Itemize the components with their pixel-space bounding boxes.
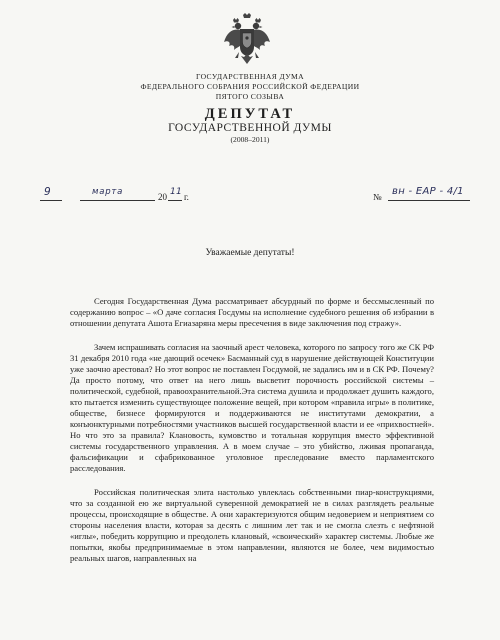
- coat-of-arms-emblem-icon: [223, 12, 271, 68]
- date-day-underline: [40, 200, 62, 201]
- date-month: марта: [92, 187, 124, 197]
- date-year-prefix: 20: [158, 192, 167, 202]
- letter-body: [70, 296, 434, 564]
- letterhead: [0, 72, 500, 145]
- date-year-underline: [168, 200, 182, 201]
- date-year-suffix: 11: [170, 187, 183, 197]
- letterhead-subtitle: ГОСУДАРСТВЕННОЙ ДУМЫ: [168, 122, 332, 134]
- letterhead-term: (2008–2011): [230, 135, 270, 144]
- date-month-underline: [80, 200, 155, 201]
- date-number-row: [40, 186, 470, 208]
- letterhead-title: ДЕПУТАТ: [204, 106, 296, 122]
- salutation: Уважаемые депутаты!: [205, 248, 295, 258]
- letterhead-line-3: ПЯТОГО СОЗЫВА: [215, 92, 285, 101]
- date-year-mark: г.: [184, 192, 189, 202]
- letterhead-line-1: ГОСУДАРСТВЕННАЯ ДУМА: [195, 72, 305, 81]
- document-number-sign: №: [373, 192, 382, 202]
- paragraph: Российская политическая элита настолько увлеклась собственными пиар-конструкциями, что за созданной ею же виртуальной суверенной демократией не в силах разглядеть реальные процессы, происходящие в обществе. А они характеризуются общим недоверием и неприятием со стороны населения власти, которая за десять с лишним лет так и не смогла слезть с нефтяной «иглы», победить коррупцию и преодолеть клановый, «своический» характер системы. Любые же попытки, якобы предпринимаемые в этом направлении, являются не более, чем видимостью реальных шагов, направленных на: [70, 487, 434, 563]
- document-number: вн - ЕАР - 4/1: [392, 186, 464, 197]
- paragraph: Сегодня Государственная Дума рассматривает абсурдный по форме и бессмысленный по содержанию вопрос – «О даче согласия Госдумы на исполнение судебного решения об избрании в отношении депутата Ашота Егиазаряна меры пресечения в виде заключения под стражу».: [70, 296, 434, 328]
- document-number-underline: [388, 200, 470, 201]
- date-day: 9: [44, 186, 51, 198]
- letterhead-line-2: ФЕДЕРАЛЬНОГО СОБРАНИЯ РОССИЙСКОЙ ФЕДЕРАЦИИ: [140, 82, 360, 91]
- paragraph: Зачем испрашивать согласия на заочный арест человека, которого по запросу того же СК РФ 31 декабря 2010 года «не дающий осечек» Басманный суд в нарушение действующей Конституции уже заочно арестовал? Но этот вопрос не поставлен Госдумой, не задались им и в СК РФ. Почему? Да просто потому, что ответ на него лишь высветит порочность российской системы – политической, судебной, правоохранительной.Эта система душила и продолжает душить каждого, кто пытается изменить существующее положение вещей, при котором «правила игры» в политике, обществе, бизнесе формируются и поддерживаются не институтами демократии, а конъюнктурными потребностями участников высшей государственной власти и ее «прихвостней». Но что это за правила? Клановость, кумовство и тотальная коррупция вместо эффективной системы государственного управления. А в моем случае – это убийство, лживая пропаганда, фальсификации и сфабрикованное уголовное преследование вместо парламентского расследования.: [70, 342, 434, 473]
